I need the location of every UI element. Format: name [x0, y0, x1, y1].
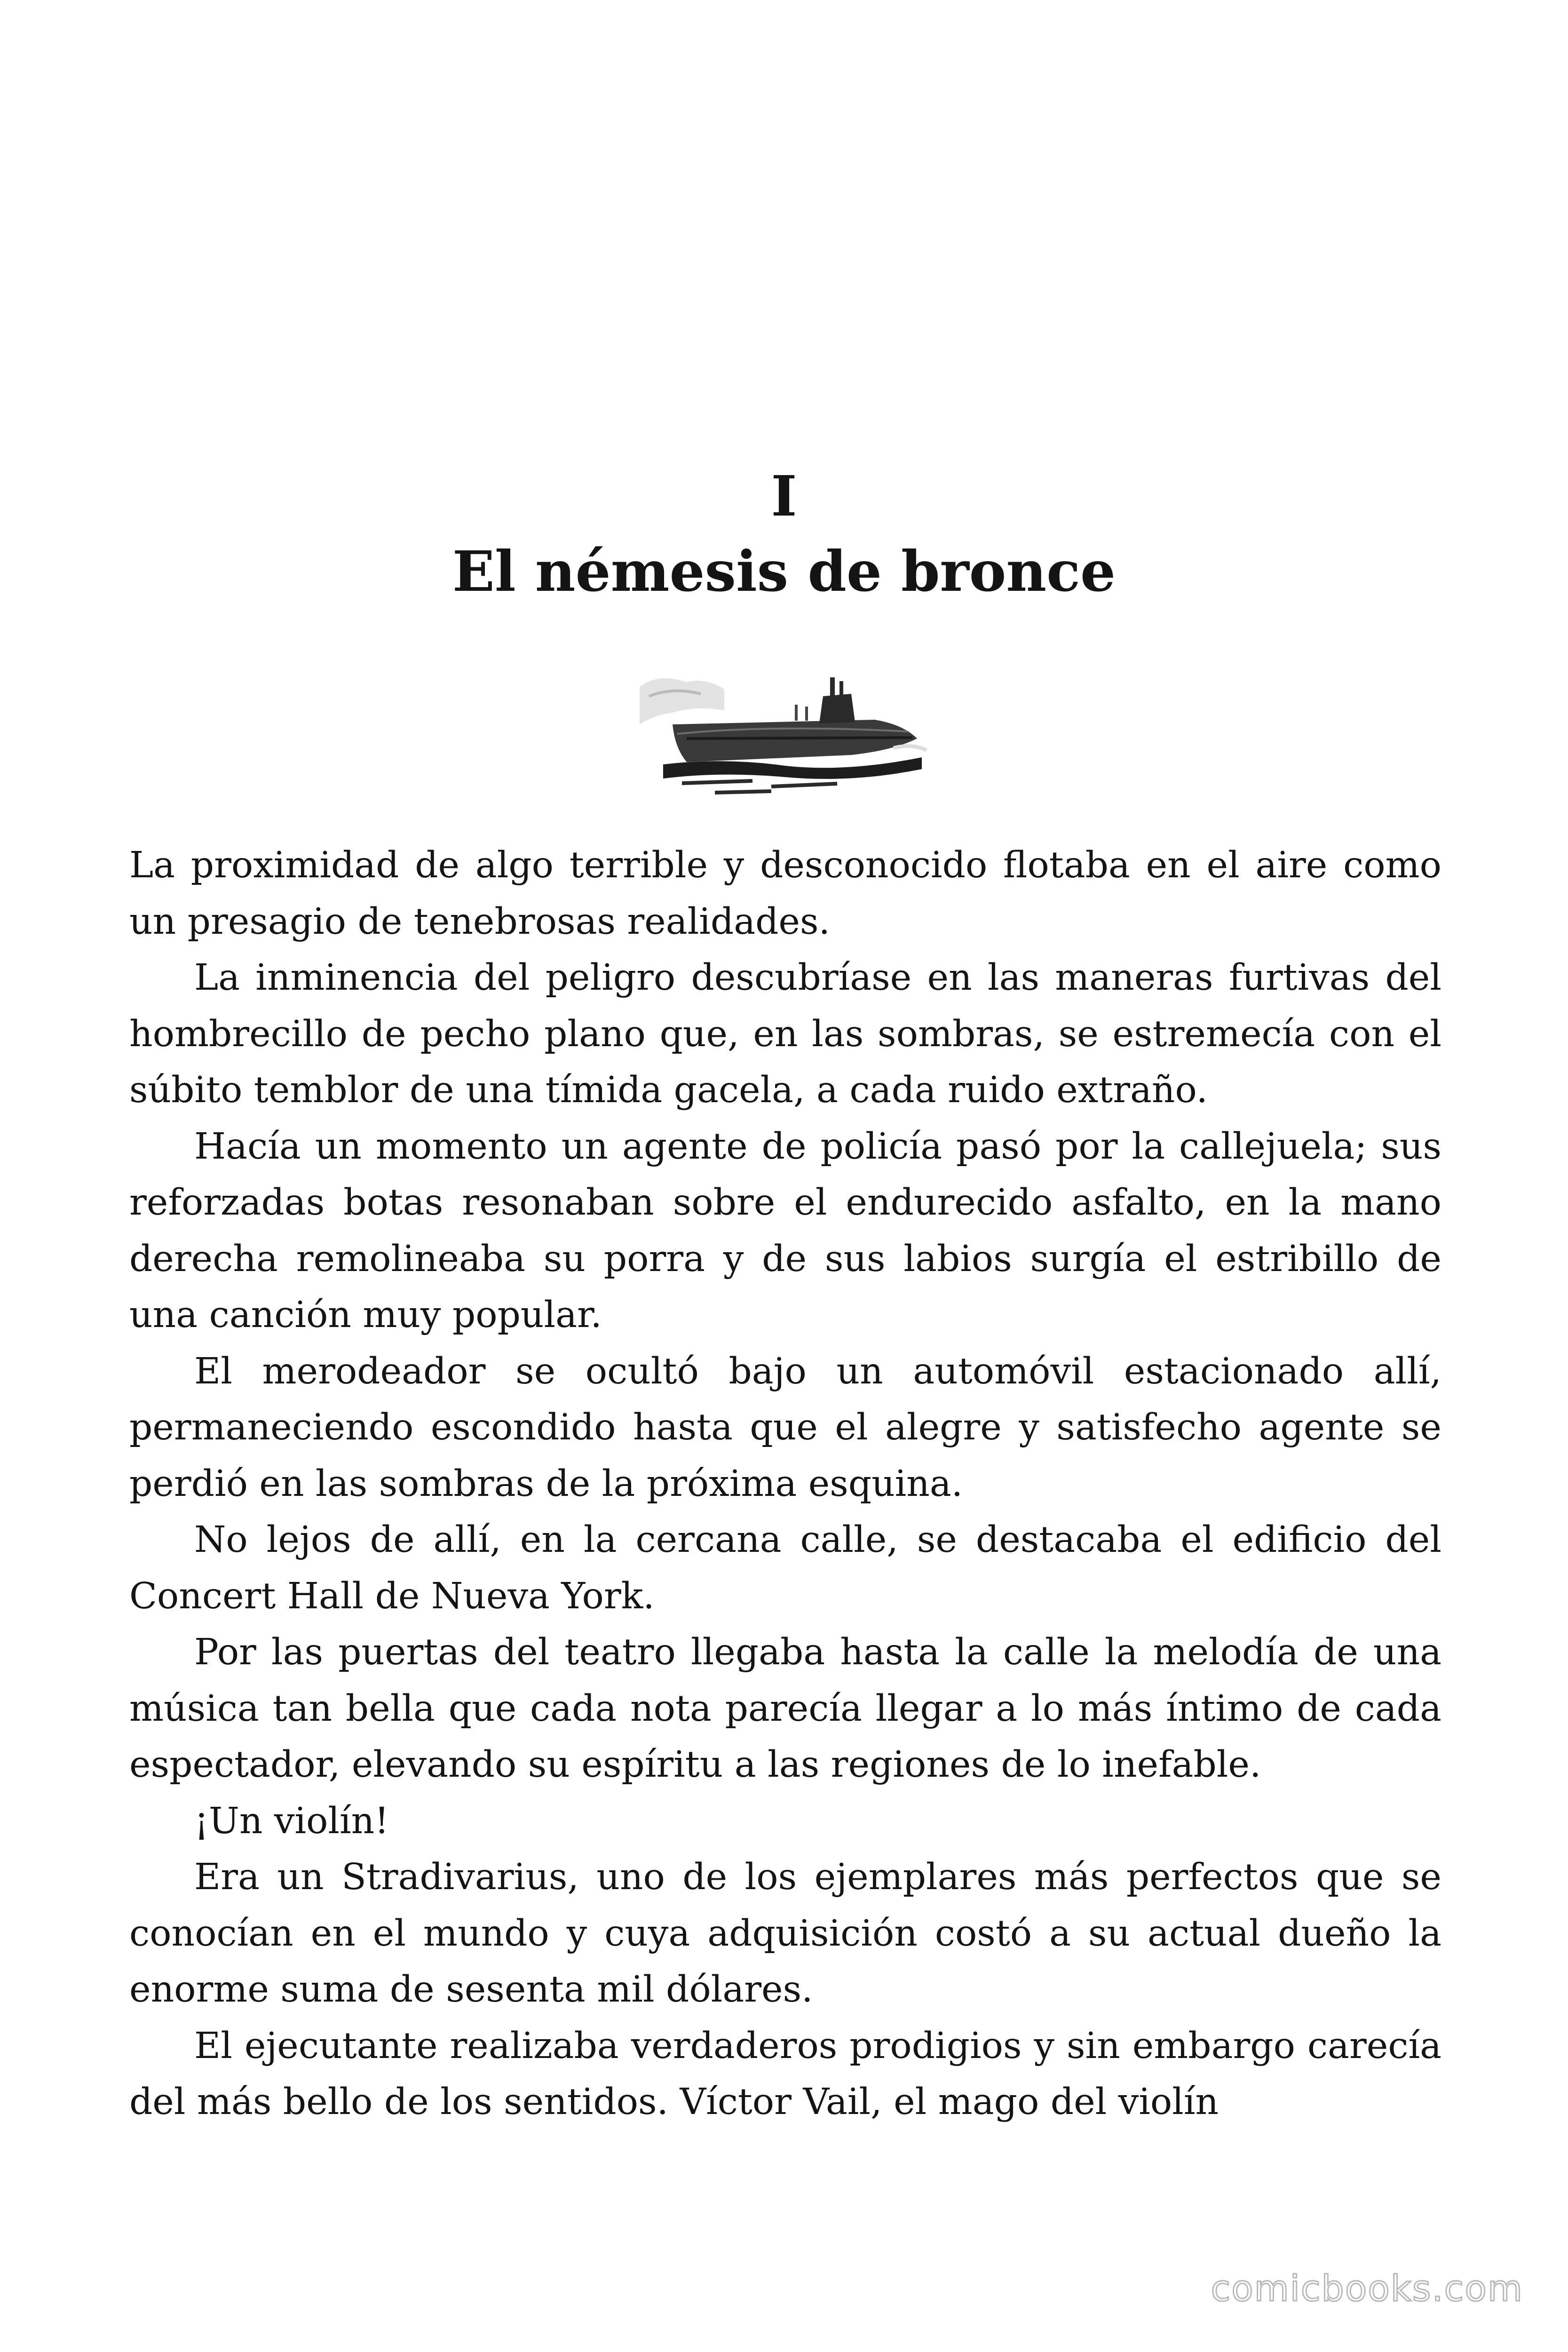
paragraph: Por las puertas del teatro llegaba hasta la calle la melodía de una música tan bella que cada nota parecía llegar a lo más íntimo de cada espectador, elevando su espíritu a las regiones de lo inefable. — [129, 1631, 1441, 1786]
paragraph: El ejecutante realizaba verdaderos prodigios y sin embargo carecía del más bello de los sentidos. Víctor Vail, el mago del violín — [129, 2025, 1441, 2123]
chapter-title: El némesis de bronce — [452, 539, 1116, 604]
paragraph: El merodeador se ocultó bajo un automóvil estacionado allí, permaneciendo escondido hasta que el alegre y satisfecho agente se perdió en las sombras de la próxima esquina. — [129, 1350, 1441, 1505]
submarine-illustration-icon — [630, 668, 931, 804]
paragraph: ¡Un violín! — [194, 1800, 389, 1842]
watermark: comicbooks.com — [1211, 2267, 1523, 2309]
chapter-number: I — [771, 463, 797, 529]
chapter-body — [129, 837, 1441, 2130]
paragraph: No lejos de allí, en la cercana calle, se destacaba el edificio del Concert Hall de Nueva York. — [129, 1519, 1441, 1617]
paragraph: La inminencia del peligro descubríase en las maneras furtivas del hombrecillo de pecho plano que, en las sombras, se estremecía con el súbito temblor de una tímida gacela, a cada ruido extraño. — [129, 957, 1441, 1111]
paragraph: Hacía un momento un agente de policía pasó por la callejuela; sus reforzadas botas resonaban sobre el endurecido asfalto, en la mano derecha remolineaba su porra y de sus labios surgía el estribillo de una canción muy popular. — [129, 1125, 1441, 1336]
paragraph: La proximidad de algo terrible y desconocido flotaba en el aire como un presagio de tenebrosas realidades. — [129, 844, 1441, 943]
paragraph: Era un Stradivarius, uno de los ejemplares más perfectos que se conocían en el mundo y cuya adquisición costó a su actual dueño la enorme suma de sesenta mil dólares. — [129, 1856, 1441, 2010]
